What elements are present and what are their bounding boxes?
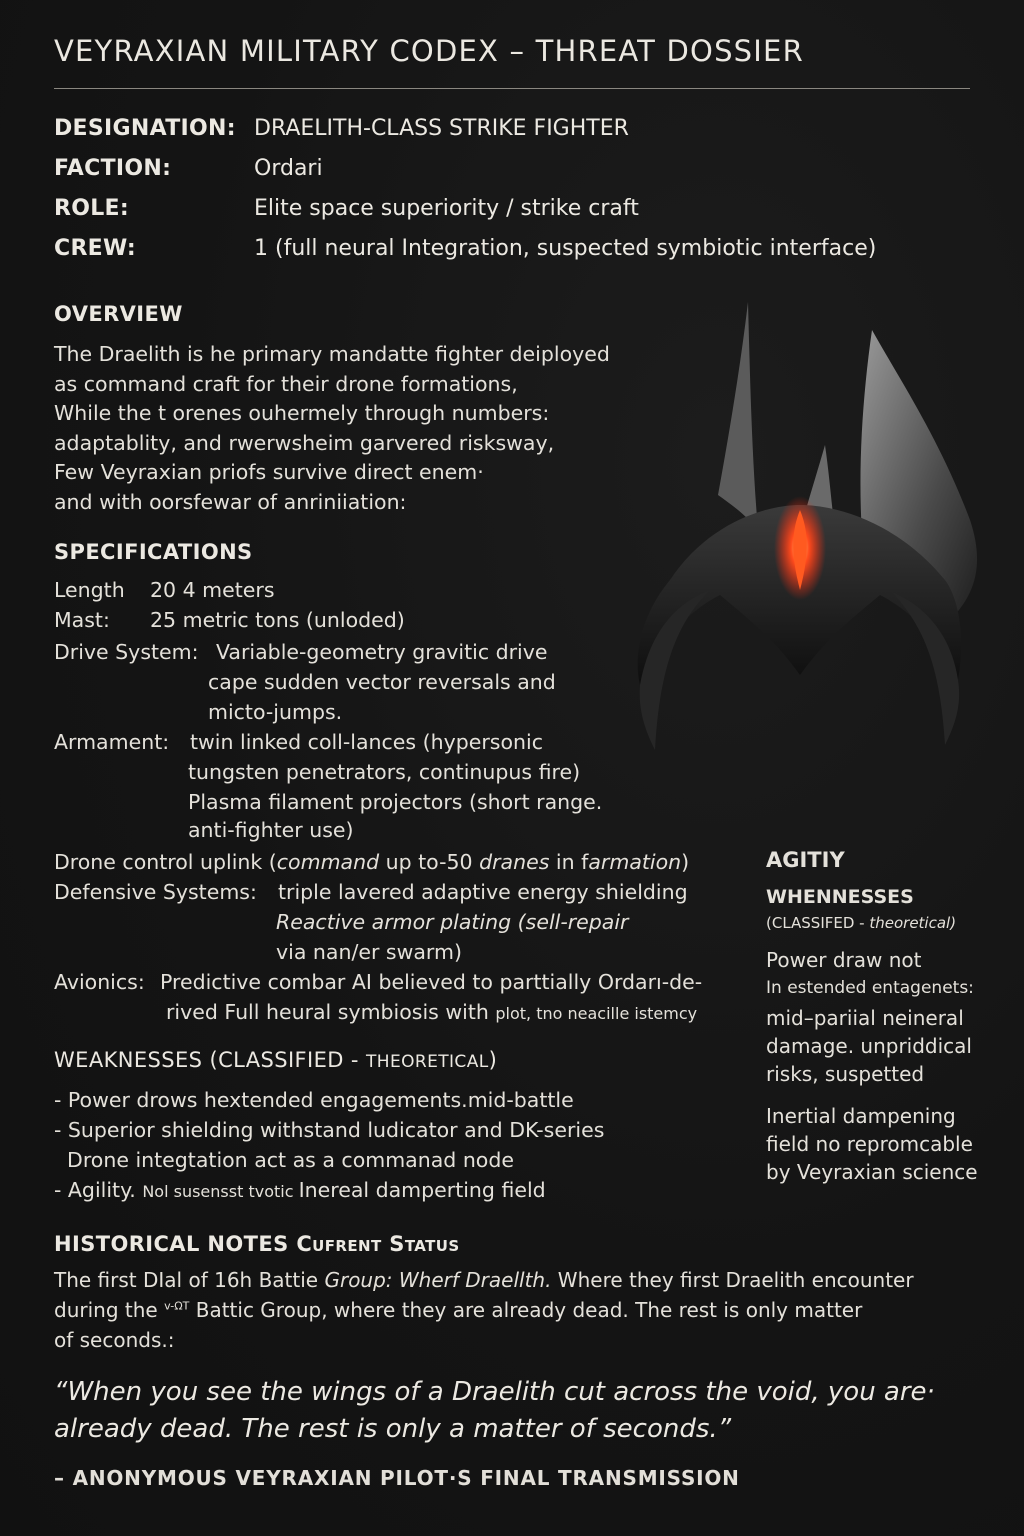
- overview-line: While the t orenes ouhermely through numbers:: [54, 401, 550, 425]
- spec-defense-line: Reactive armor plating (sell-repair: [276, 910, 629, 934]
- historical-text: Battic Group, where they are already dead. The rest is only matter: [189, 1298, 863, 1322]
- weaknesses-heading-text: WEAKNESSES (CLASSIFIED -: [54, 1048, 366, 1072]
- sidebar-block1-line: mid–pariial neineral: [766, 1006, 964, 1030]
- spec-length-value: 20 4 meters: [150, 578, 275, 602]
- historical-text: during the: [54, 1298, 165, 1322]
- drone-text: up to-50: [379, 850, 480, 874]
- spec-drive-label: Drive System:: [54, 640, 199, 664]
- sidebar-agility-heading: AGITIY: [766, 848, 845, 872]
- drone-text: ): [681, 850, 690, 874]
- spec-drive-line: cape sudden vector reversals and: [208, 670, 556, 694]
- spec-armament-line: twin linked coll-lances (hypersonic: [190, 730, 543, 754]
- drone-text: in f: [549, 850, 589, 874]
- page-title: VEYRAXIAN MILITARY CODEX – THREAT DOSSIER: [54, 34, 804, 68]
- weakness-item: [54, 1178, 546, 1202]
- left-spike: [718, 302, 758, 530]
- weakness-text: - Agility.: [54, 1178, 143, 1202]
- drone-text-italic: armation: [588, 850, 682, 874]
- closing-quote: [54, 1374, 984, 1448]
- weakness-item: - Power drows hextended engagements.mid-battle: [54, 1088, 574, 1112]
- spec-defense-label: Defensive Systems:: [54, 880, 257, 904]
- overview-heading: OVERVIEW: [54, 302, 183, 326]
- overview-line: as command craft for their drone formations,: [54, 371, 518, 396]
- sidebar-block2-line: Inertial dampening: [766, 1104, 956, 1128]
- sidebar-sub-text: (CLASSIFED -: [766, 914, 870, 932]
- spec-armament-line: anti-fighter use): [188, 818, 354, 842]
- overview-line: The Draelith is he primary mandatte fighter deiployed: [54, 342, 610, 366]
- drone-text-italic: dranes: [479, 850, 550, 874]
- spec-drive-line: Variable-geometry gravitic drive: [216, 640, 548, 664]
- historical-text: Where they first Draelith encounter: [551, 1268, 914, 1292]
- weakness-item: Drone integtation act as a commanad node: [54, 1148, 514, 1172]
- avionics-text-small: plot, tno neacille istemcy: [495, 1004, 698, 1023]
- draelith-ship-illustration: [600, 290, 1000, 790]
- spec-armament-line: tungsten penetrators, continupus fire): [188, 760, 581, 784]
- meta-value: DRAELITH-CLASS STRIKE FIGHTER: [254, 116, 629, 141]
- spec-drone-uplink: [54, 850, 689, 874]
- overview-line: and with oorsfewar of anriniiation:: [54, 489, 407, 514]
- sidebar-block1-line: risks, suspetted: [766, 1062, 925, 1086]
- meta-key: FACTION:: [54, 156, 172, 181]
- sidebar-weaknesses-heading: WHENNESSES: [766, 886, 914, 908]
- historical-heading: [54, 1232, 460, 1256]
- meta-key: ROLE:: [54, 196, 129, 221]
- sidebar-block2-line: field no repromcable: [766, 1132, 973, 1156]
- meta-key: CREW:: [54, 236, 137, 261]
- sidebar-block2-line: by Veyraxian science: [766, 1160, 978, 1184]
- spec-drive-line: micto-jumps.: [208, 700, 343, 724]
- meta-value: Ordari: [254, 156, 323, 181]
- meta-value: 1 (full neural Integration, suspected symbiotic interface): [254, 236, 877, 261]
- historical-line: [54, 1298, 862, 1322]
- historical-line: [54, 1268, 914, 1292]
- spec-defense-line: triple lavered adaptive energy shielding: [278, 880, 688, 904]
- meta-key: DESIGNATION:: [54, 116, 236, 141]
- spec-armament-label: Armament:: [54, 730, 170, 754]
- overview-text: [54, 340, 610, 517]
- spec-length-label: Length: [54, 578, 125, 602]
- overview-line: adaptablity, and rwerwsheim garvered risksway,: [54, 430, 555, 455]
- spec-mass-value: 25 metric tons (unloded): [150, 608, 405, 632]
- sidebar-block1-line: In estended entagenets:: [766, 978, 974, 998]
- spec-avionics-label: Avionics:: [54, 970, 145, 994]
- spec-mass-label: Mast:: [54, 608, 110, 632]
- quote-line: already dead. The rest is only a matter of seconds.”: [54, 1414, 732, 1444]
- weaknesses-heading: [54, 1048, 497, 1072]
- historical-heading-text: HISTORICAL NOTES: [54, 1232, 289, 1256]
- sidebar-weaknesses-sub: [766, 914, 956, 932]
- spec-armament-line: Plasma filament projectors (short range.: [188, 790, 603, 814]
- title-divider: [54, 88, 970, 89]
- drone-text: Drone control uplink (: [54, 850, 277, 874]
- sidebar-block1-line: damage. unpriddical: [766, 1034, 972, 1058]
- avionics-text: rived Full heural symbiosis with: [166, 1000, 496, 1024]
- sidebar-sub-italic: theoretical): [869, 914, 957, 932]
- weakness-text: Inereal damperting field: [298, 1178, 546, 1202]
- historical-text-italic: Group: Wherf Draellth.: [324, 1268, 552, 1292]
- overview-line: Few Veyraxian priofs survive direct enem·: [54, 460, 484, 484]
- historical-superscript: v-ΩT: [164, 1299, 190, 1313]
- weaknesses-heading-small: THEORETICAL: [365, 1052, 489, 1072]
- historical-line: of seconds.:: [54, 1328, 175, 1352]
- quote-attribution: – ANONYMOUS VEYRAXIAN PILOT·S FINAL TRANSMISSION: [54, 1466, 740, 1490]
- drone-text-italic: command: [276, 850, 380, 874]
- meta-value: Elite space superiority / strike craft: [254, 196, 639, 221]
- historical-text: The first DIal of 16h Battie: [54, 1268, 325, 1292]
- quote-line: “When you see the wings of a Draelith cut across the void, you are·: [54, 1377, 935, 1407]
- spec-avionics-line: [166, 1000, 697, 1024]
- historical-heading-status: Cufrent Status: [296, 1232, 460, 1256]
- spec-defense-line: via nan/er swarm): [276, 940, 462, 964]
- specifications-heading: SPECIFICATIONS: [54, 540, 253, 564]
- weakness-item: - Superior shielding withstand ludicator and DK-series: [54, 1118, 605, 1142]
- weaknesses-heading-end: ): [488, 1048, 498, 1072]
- weakness-text-small: Nol susensst tvotic: [142, 1182, 299, 1201]
- spec-avionics-line: Predictive combar AI believed to parttially Ordarı-de-: [160, 970, 703, 994]
- sidebar-block1-line: Power draw not: [766, 948, 922, 972]
